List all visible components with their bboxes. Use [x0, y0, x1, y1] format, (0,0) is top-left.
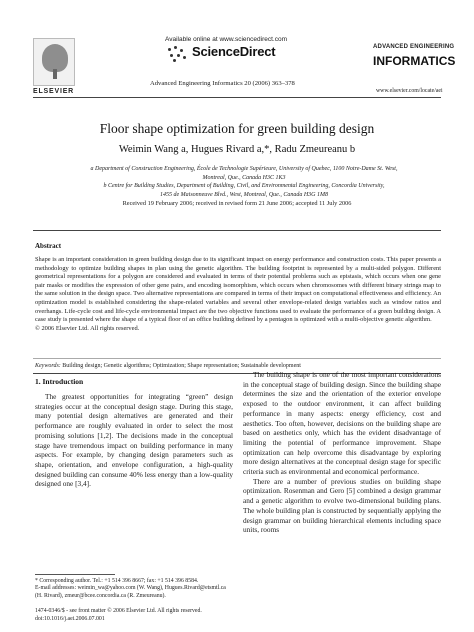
available-online-text[interactable]: Available online at www.sciencedirect.com — [165, 36, 287, 43]
affiliation-a — [58, 165, 430, 182]
elsevier-logo — [33, 38, 75, 86]
keywords-label: Keywords: — [35, 363, 61, 369]
abstract-heading: Abstract — [35, 242, 62, 250]
footnote — [35, 578, 233, 600]
header-divider — [33, 97, 441, 98]
journal-title-main: INFORMATICS — [373, 54, 456, 68]
abstract-text: Shape is an important consideration in green building design due to its significant impact on energy performance and construction costs. This paper presents a methodology to optimize building shapes in plan using the genetic algorithm. The building footprint is represented by a multi-sided polygon. Different geometrical representations for a polygon are considered and evaluated in terms of their potential problems such as epistasis, which occurs when one gene pair masks or modifies the expression of other gene pairs, and encoding isomorphism, which occurs when chromosomes with different binary strings map to the same solution in the design space. Two alternative representations are compared in terms of their impact on computational effectiveness and efficiency. An optimization model is established considering the shape-related variables and several other envelope-related design variables such as window ratios and overhangs. Life-cycle cost and life-cycle environmental impact are the two objective functions used to evaluate the performance of a green building design. A case study is presented where the shape of a typical floor of an office building defined by a pentagon is optimized with a multi-objective genetic algorithm. — [35, 256, 441, 324]
abstract-body — [35, 256, 441, 333]
keywords-text: Building design; Genetic algorithms; Optimization; Shape representation; Sustainable development — [60, 363, 301, 369]
intro-paragraph-right-2: There are a number of previous studies on building shape optimization. Rosenman and Gero [5] combined a design grammar and a genetic algorithm to evolve two-dimensional building plans. The whole building plan is constructed by sequentially applying the design grammar on building hierarchical elements including space units, rooms — [243, 476, 441, 535]
tree-trunk-icon — [53, 69, 57, 79]
intro-column-right — [243, 370, 441, 535]
affiliation-b — [58, 182, 430, 199]
footer-doi-link[interactable]: doi:10.1016/j.aei.2006.07.001 — [35, 615, 105, 622]
sciencedirect-dots-icon — [166, 46, 188, 62]
footnote-email-addresses[interactable]: E-mail addresses: weimin_wa@yahoo.com (W. Wang), Hugues.Rivard@etsmtl.ca (H. Rivard), zmeur@bcee.concordia.ca (R. Zmeureanu). — [35, 585, 226, 599]
affiliation-b-line2: 1455 de Maisonneuve Blvd., West, Montreal, Que., Canada H3G 1M8 — [159, 191, 329, 198]
publisher-name: ELSEVIER — [33, 88, 75, 95]
footnote-divider — [35, 574, 115, 575]
intro-paragraph-left: The greatest opportunities for integrating “green” design strategies occur at the conceptual design stage. During this stage, many potential design alternatives are generated and their performance are roughly evaluated in order to select the most promising solutions [1,2]. The decisions made in the conceptual stage have tremendous impact on building performance in many aspects. For example, by changing design parameters such as shape, orientation, and envelope configuration, a high-quality designed building can consume 40% less energy than a low-quality designed one [3,4]. — [35, 392, 233, 489]
section-heading-introduction: 1. Introduction — [35, 377, 84, 386]
abstract-top-divider — [33, 230, 441, 231]
received-dates: Received 19 February 2006; received in revised form 21 June 2006; accepted 11 July 2006 — [122, 200, 352, 207]
intro-paragraph-right-1: The building shape is one of the most important considerations in the conceptual stage of building design. Since the building shape determines the size and the orientation of the exterior envelope exposed to the outdoor environment, it can affect building performance in many aspects: energy efficiency, cost and aesthetics. Too often, however, decisions on the building shape are based on aesthetics only, which has the evident disadvantage of limiting the potential of performance improvement. Shape optimization can help overcome this disadvantage by exploring more design alternatives at the conceptual design stage for specific criteria such as environmental and economical performance. — [243, 370, 441, 477]
paper-authors: Weimin Wang a, Hugues Rivard a,*, Radu Zmeureanu b — [118, 144, 356, 155]
keywords-divider — [33, 358, 441, 359]
sciencedirect-brand: ScienceDirect — [192, 44, 276, 59]
tree-icon — [42, 44, 68, 72]
affiliation-a-line2: Montreal, Que., Canada H3C 1K3 — [202, 174, 286, 181]
journal-title-top: ADVANCED ENGINEERING — [373, 44, 455, 50]
abstract-copyright: © 2006 Elsevier Ltd. All rights reserved. — [35, 324, 140, 332]
paper-title: Floor shape optimization for green building design — [99, 121, 375, 136]
footer-copyright: 1474-0346/$ - see front matter © 2006 Elsevier Ltd. All rights reserved. — [35, 608, 202, 614]
keywords — [35, 363, 441, 369]
affiliation-a-line1: a Department of Construction Engineering, École de Technologie Supérieure, University of Quebec, 1100 Notre-Dame St. West, — [90, 166, 398, 172]
journal-url-link[interactable]: www.elsevier.com/locate/aei — [376, 88, 443, 94]
affiliation-b-line1: b Centre for Building Studies, Department of Building, Civil, and Environmental Engineering, Concordia University, — [103, 183, 385, 189]
page-footer — [35, 608, 235, 623]
footnote-corresponding-author: * Corresponding author. Tel.: +1 514 396 8667; fax: +1 514 396 8584. — [35, 578, 199, 584]
journal-citation: Advanced Engineering Informatics 20 (2006) 363–378 — [150, 80, 295, 87]
